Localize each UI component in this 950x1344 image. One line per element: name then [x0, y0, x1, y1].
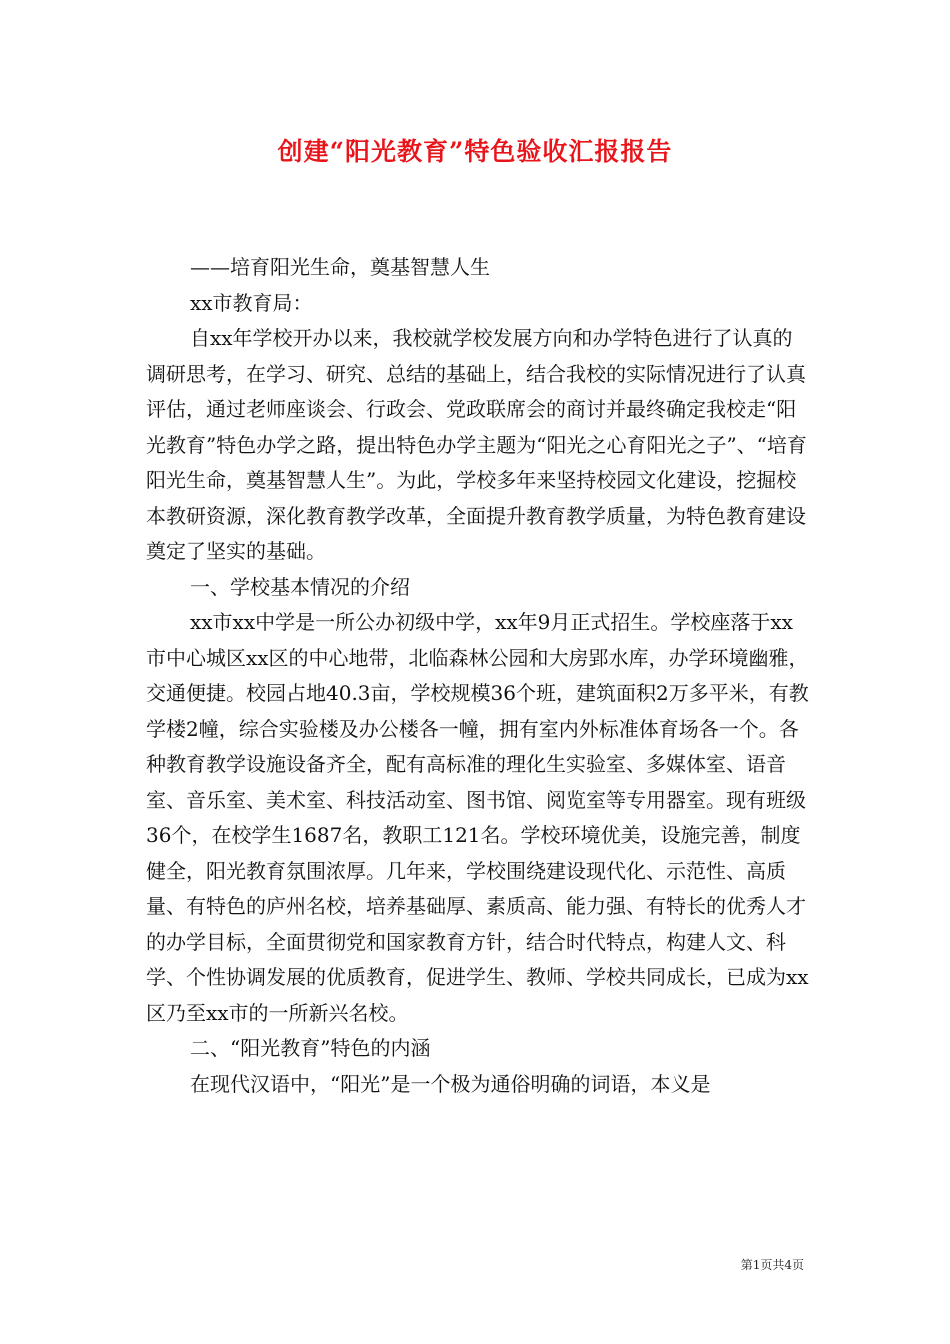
intro-paragraph: 自xx年学校开办以来，我校就学校发展方向和办学特色进行了认真的调研思考，在学习、研究、总结的基础上，结合我校的实际情况进行了认真评估，通过老师座谈会、行政会、党政联席会的商讨并最终确定我校走“阳光教育”特色办学之路，提出特色办学主题为“阳光之心育阳光之子”、“培育阳光生命，奠基智慧人生”。为此，学校多年来坚持校园文化建设，挖掘校本教研资源，深化教育教学改革，全面提升教育教学质量，为特色教育建设奠定了坚实的基础。: [146, 326, 807, 563]
document-title: 创建“阳光教育”特色验收汇报报告: [277, 137, 673, 166]
salutation-paragraph: xx市教育局：: [190, 290, 313, 315]
connotation-paragraph: 在现代汉语中，“阳光”是一个极为通俗明确的词语，本义是: [190, 1071, 711, 1096]
document-body: [146, 250, 812, 1102]
school-info-paragraph: xx市xx中学是一所公办初级中学，xx年9月正式招生。学校座落于xx市中心城区xx区的中心地带，北临森林公园和大房郢水库，办学环境幽雅，交通便捷。校园占地40.3亩，学校规模36个班，建筑面积2万多平米，有教学楼2幢，综合实验楼及办公楼各一幢，拥有室内外标准体育场各一个。各种教育教学设施设备齐全，配有高标准的理化生实验室、多媒体室、语音室、音乐室、美术室、科技活动室、图书馆、阅览室等专用器室。现有班级36个，在校学生1687名，教职工121名。学校环境优美，设施完善，制度健全，阳光教育氛围浓厚。几年来，学校围绕建设现代化、示范性、高质量、有特色的庐州名校，培养基础厚、素质高、能力强、有特长的优秀人才的办学目标，全面贯彻党和国家教育方针，结合时代特点，构建人文、科学、个性协调发展的优质教育，促进学生、教师、学校共同成长，已成为xx区乃至xx市的一所新兴名校。: [146, 610, 809, 1025]
section-heading-1: 一、学校基本情况的介绍: [190, 574, 410, 599]
section-heading-2: 二、“阳光教育”特色的内涵: [190, 1036, 431, 1060]
subtitle-paragraph: ——培育阳光生命，奠基智慧人生: [190, 255, 490, 279]
page-number: 第1页共4页: [740, 1258, 804, 1272]
